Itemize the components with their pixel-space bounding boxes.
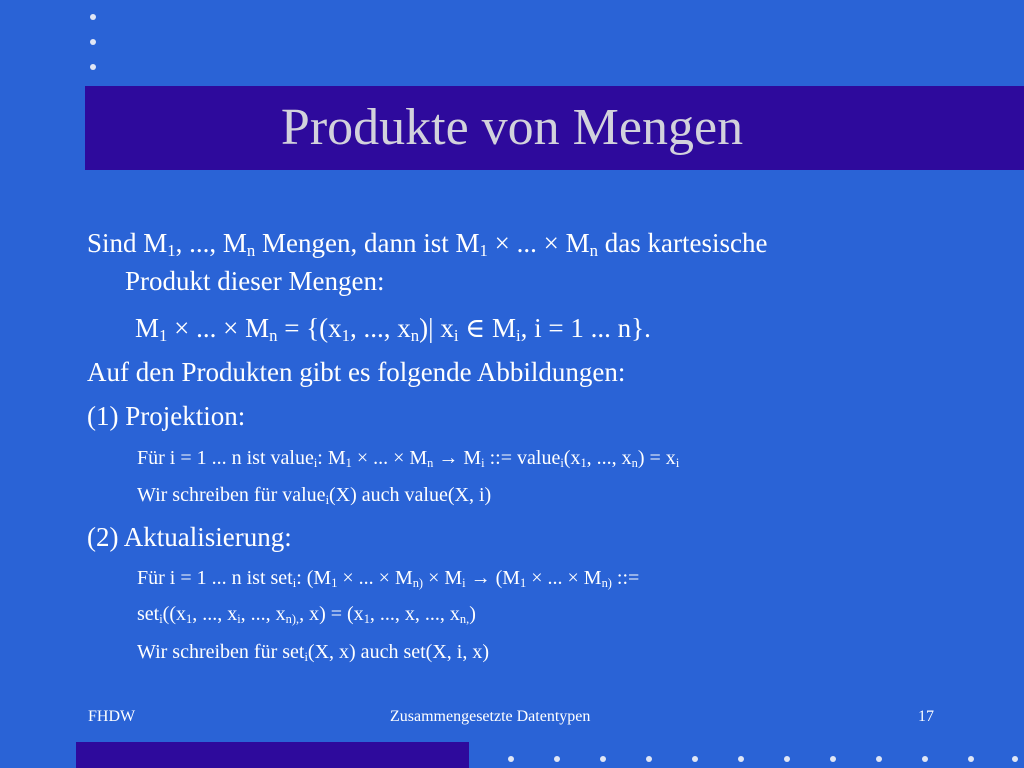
subscript: i xyxy=(515,326,521,346)
text-run: ) = x xyxy=(637,447,676,469)
subscript: n xyxy=(269,326,278,346)
text-run: ∈ M xyxy=(458,313,516,343)
text-run: , i = 1 ... n}. xyxy=(520,313,651,343)
subscript: 1 xyxy=(186,612,193,627)
text-run: , ..., M xyxy=(175,228,247,258)
text-run: (X, x) auch set(X, i, x) xyxy=(307,641,489,663)
slide-title: Produkte von Mengen xyxy=(280,99,744,156)
subscript: 1 xyxy=(363,612,370,627)
text-run: Wir schreiben für value xyxy=(137,484,326,506)
text-run: (2) Aktualisierung: xyxy=(87,522,292,552)
body-line xyxy=(125,266,384,297)
text-run: : M xyxy=(317,447,346,469)
body-line xyxy=(87,522,292,553)
body-line xyxy=(137,641,489,664)
text-run: , ..., x xyxy=(240,603,286,625)
subscript: i xyxy=(560,456,564,471)
body-line xyxy=(87,357,625,388)
decor-dot xyxy=(600,756,606,762)
decor-dot xyxy=(508,756,514,762)
text-run: ::= xyxy=(611,567,640,589)
subscript: i xyxy=(675,456,680,471)
subscript: n xyxy=(410,326,420,346)
text-run: → M xyxy=(433,447,482,469)
text-run: M xyxy=(135,313,160,343)
text-run: Auf den Produkten gibt es folgende Abbildungen: xyxy=(87,357,626,387)
subscript: n xyxy=(427,456,434,471)
decor-dot xyxy=(830,756,836,762)
text-run: , x) = (x xyxy=(299,603,364,625)
decor-dot xyxy=(554,756,560,762)
subscript: n, xyxy=(459,612,470,627)
subscript: n xyxy=(589,241,598,261)
text-run: × ... × M xyxy=(167,313,270,343)
text-run: × ... × M xyxy=(351,447,428,469)
text-run: , ..., x xyxy=(192,603,238,625)
body-line xyxy=(137,603,476,626)
subscript: 1 xyxy=(479,241,488,261)
text-run: → (M xyxy=(465,567,521,589)
decor-dot xyxy=(1012,756,1018,762)
subscript: 1 xyxy=(159,326,168,346)
text-run: , ..., x xyxy=(586,447,632,469)
text-run: × ... × M xyxy=(526,567,602,589)
text-run: , ..., x, ..., x xyxy=(369,603,460,625)
text-run: ) xyxy=(469,603,476,625)
subscript: i xyxy=(237,612,241,627)
text-run: das kartesische xyxy=(598,228,768,258)
subscript: i xyxy=(304,650,308,665)
decor-dot xyxy=(692,756,698,762)
bottom-bar xyxy=(76,742,469,768)
body-line xyxy=(87,228,767,259)
text-run: × ... × M xyxy=(487,228,590,258)
subscript: 1 xyxy=(520,576,527,591)
footer-left: FHDW xyxy=(88,708,136,725)
body-line xyxy=(135,313,651,344)
subscript: i xyxy=(325,493,330,508)
subscript: i xyxy=(313,456,318,471)
body-line xyxy=(137,567,639,590)
text-run: Für i = 1 ... n ist value xyxy=(137,447,314,469)
body-line xyxy=(137,484,491,507)
subscript: 1 xyxy=(580,456,587,471)
subscript: n) xyxy=(412,576,424,591)
body-line xyxy=(87,401,245,432)
decor-dot xyxy=(922,756,928,762)
subscript: i xyxy=(453,326,459,346)
text-run: (X) auch value(X, i) xyxy=(329,484,492,506)
text-run: ((x xyxy=(162,603,186,625)
decor-dot xyxy=(90,64,96,70)
text-run: Mengen, dann ist M xyxy=(255,228,480,258)
subscript: i xyxy=(481,456,485,471)
subscript: i xyxy=(292,576,297,591)
subscript: n xyxy=(631,456,638,471)
subscript: i xyxy=(462,576,466,591)
text-run: × M xyxy=(423,567,463,589)
decor-dot xyxy=(876,756,882,762)
decor-dot xyxy=(646,756,652,762)
decor-dot xyxy=(968,756,974,762)
subscript: 1 xyxy=(341,326,351,346)
text-run: × ... × M xyxy=(337,567,413,589)
footer-page-number: 17 xyxy=(918,708,934,725)
decor-dot xyxy=(784,756,790,762)
footer-center: Zusammengesetzte Datentypen xyxy=(390,708,591,725)
decor-dot xyxy=(90,14,96,20)
subscript: 1 xyxy=(345,456,352,471)
text-run: : (M xyxy=(296,567,332,589)
text-run: set xyxy=(137,603,160,625)
text-run: Für i = 1 ... n ist set xyxy=(137,567,293,589)
decor-dot xyxy=(738,756,744,762)
text-run: = {(x xyxy=(277,313,342,343)
text-run: Produkt dieser Mengen: xyxy=(125,266,385,296)
body-line xyxy=(137,447,679,470)
subscript: n xyxy=(246,241,256,261)
text-run: (1) Projektion: xyxy=(87,401,246,431)
subscript: i xyxy=(159,612,163,627)
text-run: , ..., x xyxy=(350,313,411,343)
decor-dot xyxy=(90,39,96,45)
text-run: Wir schreiben für set xyxy=(137,641,305,663)
subscript: n), xyxy=(285,612,300,627)
subscript: 1 xyxy=(167,241,176,261)
text-run: Sind M xyxy=(87,228,168,258)
text-run: )| x xyxy=(419,313,454,343)
text-run: ::= value xyxy=(484,447,561,469)
subscript: 1 xyxy=(331,576,338,591)
subscript: n) xyxy=(601,576,612,591)
text-run: (x xyxy=(563,447,581,469)
